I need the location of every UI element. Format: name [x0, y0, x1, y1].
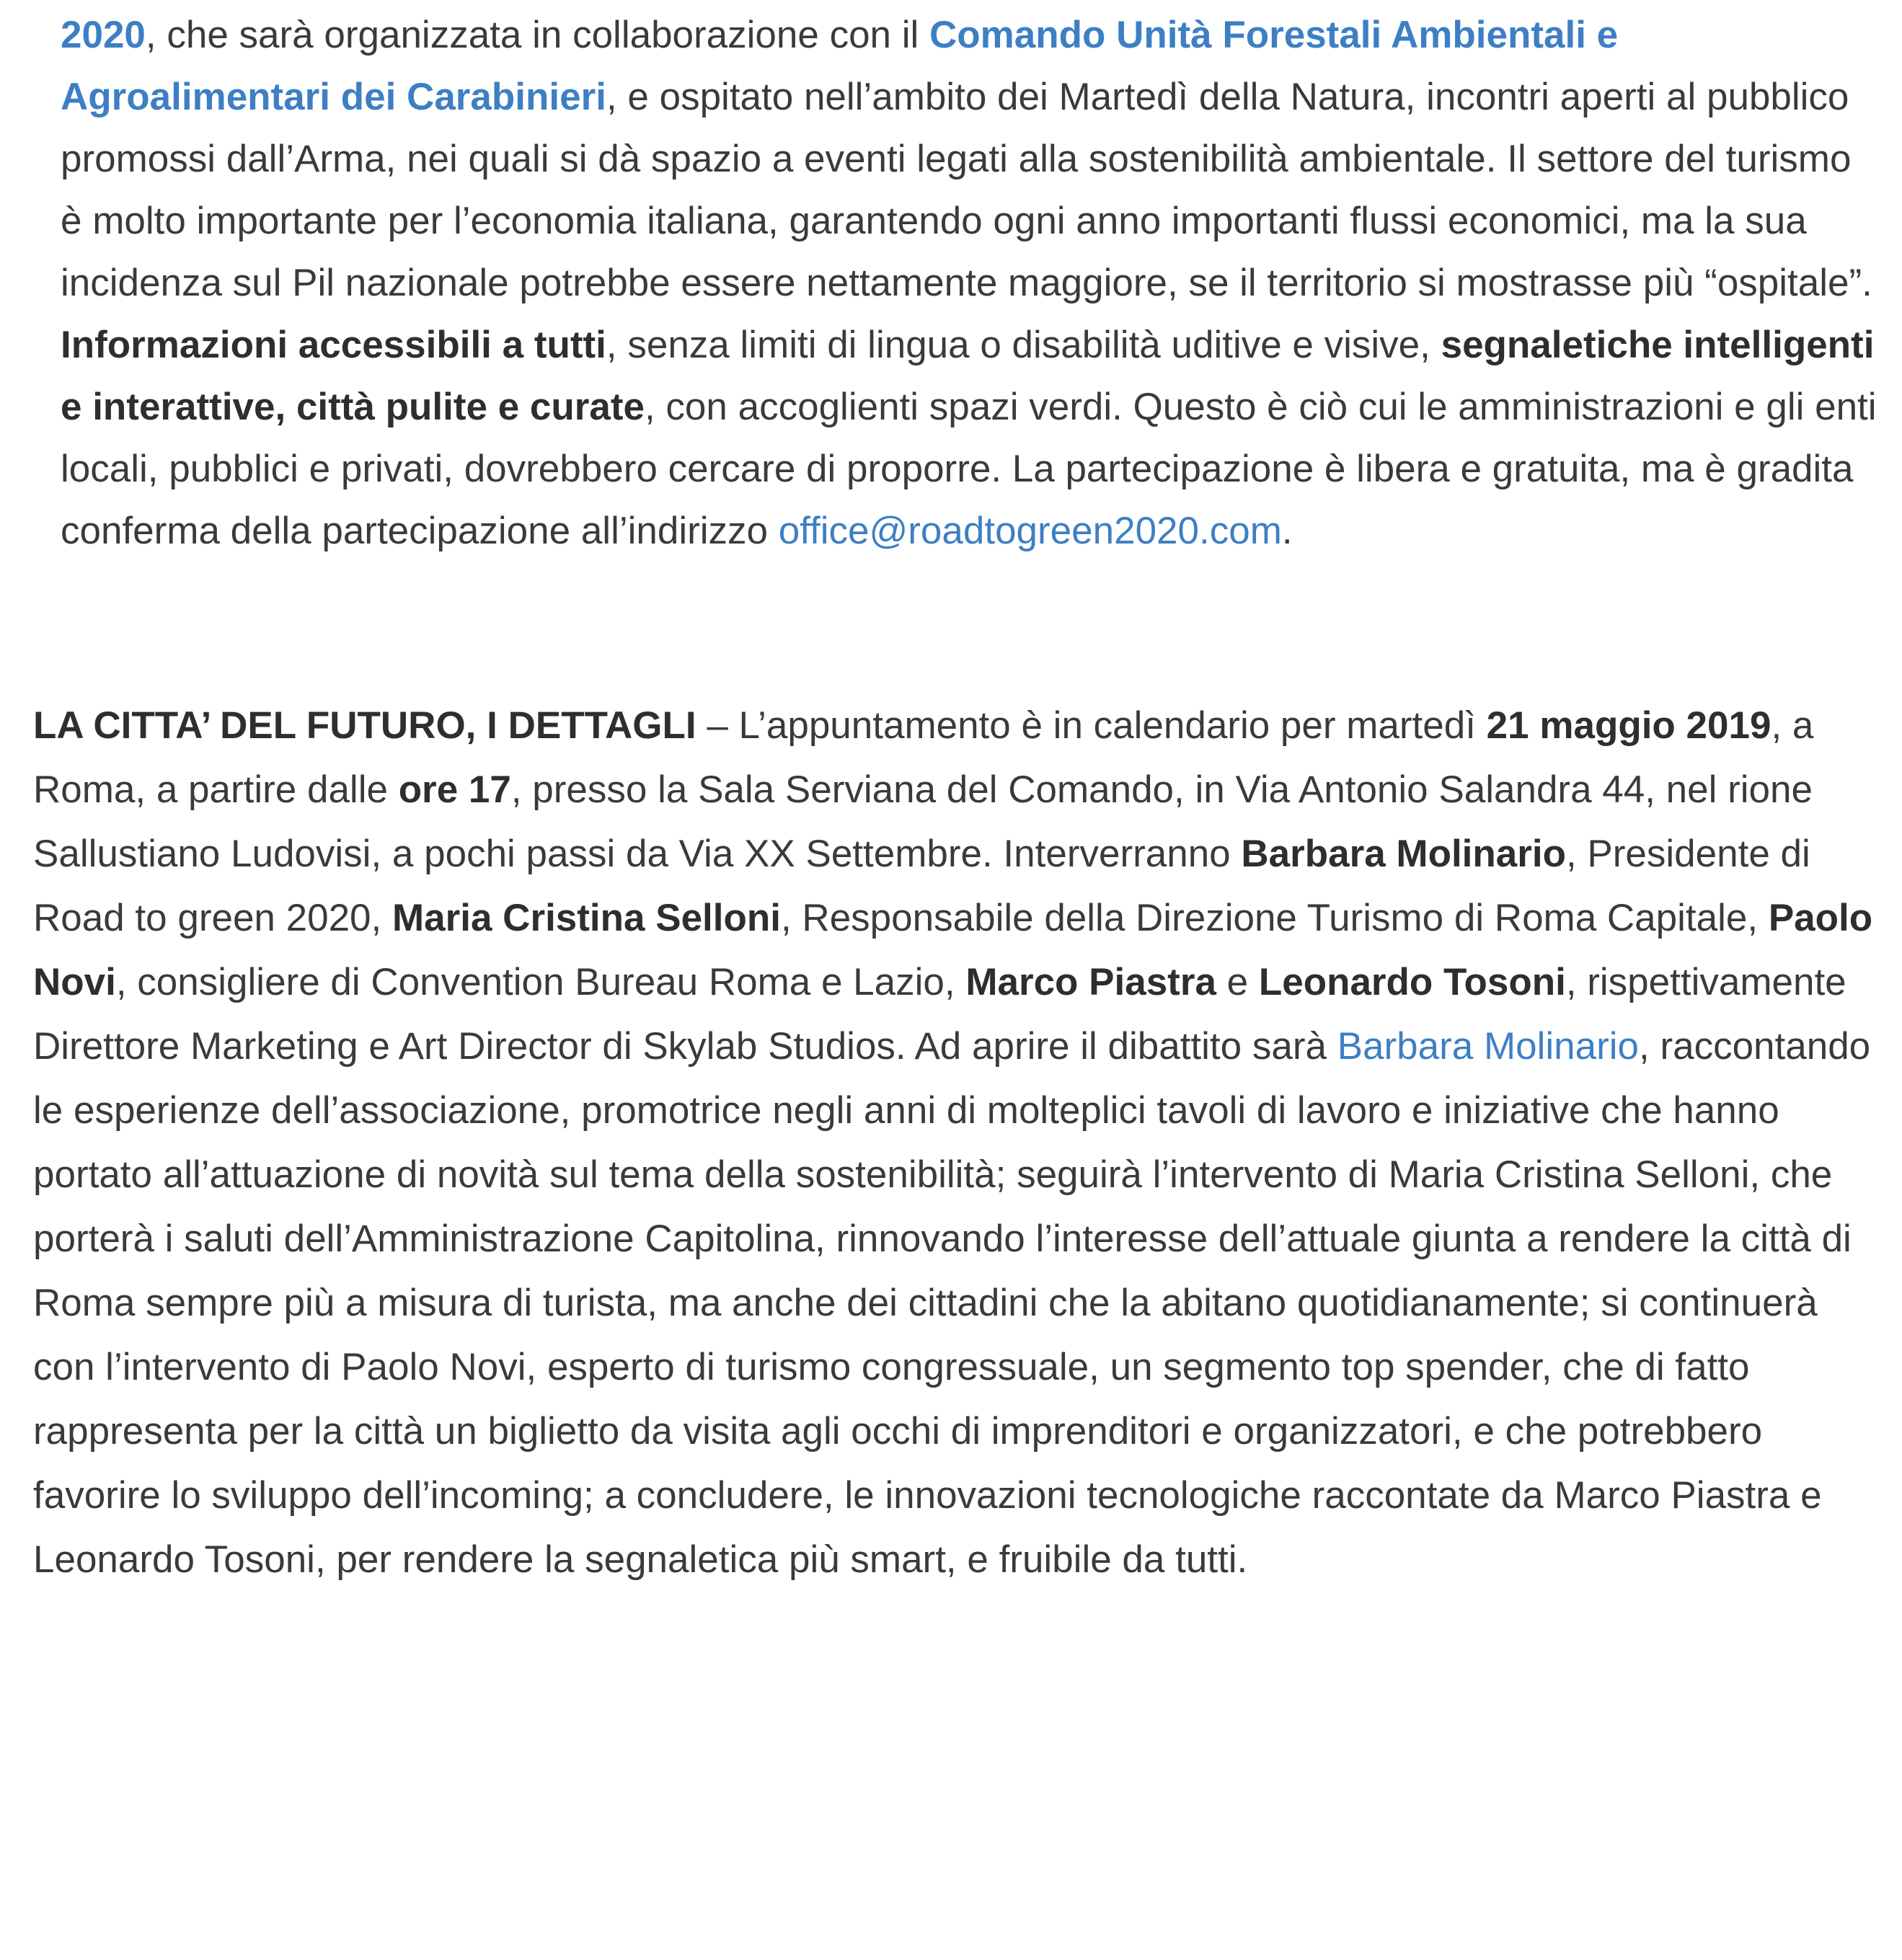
paragraph-text: , che sarà organizzata in collaborazione con il: [145, 14, 930, 56]
speaker-name: Paolo Novi: [33, 897, 1873, 1003]
paragraph-text: , senza limiti di lingua o disabilità uditive e visive,: [606, 324, 1441, 366]
paragraph-text: , Presidente di Road to green 2020,: [33, 833, 1810, 939]
paragraph-text: , consigliere di Convention Bureau Roma e Lazio,: [115, 961, 966, 1003]
paragraph-text: .: [1281, 510, 1293, 552]
paragraph-text: , con accoglienti spazi verdi. Questo è ciò cui le amministrazioni e gli enti locali, pubblici e privati, dovrebbero cercare di proporre. La partecipazione è libera e gratuita, ma è gradita conferma della partecipazione all’indirizzo: [61, 386, 1877, 552]
paragraph-text: e: [1216, 961, 1259, 1003]
speaker-name: Barbara Molinario: [1241, 833, 1566, 875]
paragraph-text: , rispettivamente Direttore Marketing e Art Director di Skylab Studios. Ad aprire il dibattito sarà: [33, 961, 1846, 1068]
paragraph-text: , Responsabile della Direzione Turismo di Roma Capitale,: [780, 897, 1769, 939]
article-paragraph-details: [33, 693, 1886, 1592]
bold-text-smart-signage: segnaletiche intelligenti e interattive, città pulite e curate: [61, 324, 1875, 428]
paragraph-text: , a Roma, a partire dalle: [33, 704, 1814, 811]
speaker-name: Maria Cristina Selloni: [392, 897, 781, 939]
event-time: ore 17: [398, 768, 511, 811]
link-road-to-green-2020[interactable]: 2020: [61, 14, 146, 56]
bold-text-info-accessible: Informazioni accessibili a tutti: [61, 324, 606, 366]
paragraph-text: – L’appuntamento è in calendario per martedì: [696, 704, 1487, 747]
event-date: 21 maggio 2019: [1486, 704, 1771, 747]
email-link[interactable]: office@roadtogreen2020.com: [778, 510, 1282, 552]
paragraph-text: , e ospitato nell’ambito dei Martedì della Natura, incontri aperti al pubblico promossi dall’Arma, nei quali si dà spazio a eventi legati alla sostenibilità ambientale. Il settore del turismo è molto importante per l’economia italiana, garantendo ogni anno importanti flussi economici, ma la sua incidenza sul Pil nazionale potrebbe essere nettamente maggiore, se il territorio si mostrasse più “ospitale”.: [61, 76, 1872, 304]
paragraph-text: , raccontando le esperienze dell’associazione, promotrice negli anni di molteplici tavoli di lavoro e iniziative che hanno portato all’attuazione di novità sul tema della sostenibilità; seguirà l’intervento di Maria Cristina Selloni, che porterà i saluti dell’Amministrazione Capitolina, rinnovando l’interesse dell’attuale giunta a rendere la città di Roma sempre più a misura di turista, ma anche dei cittadini che la abitano quotidianamente; si continuerà con l’intervento di Paolo Novi, esperto di turismo congressuale, un segmento top spender, che di fatto rappresenta per la città un biglietto da visita agli occhi di imprenditori e organizzatori, e che potrebbero favorire lo sviluppo dell’incoming; a concludere, le innovazioni tecnologiche raccontate da Marco Piastra e Leonardo Tosoni, per rendere la segnaletica più smart, e fruibile da tutti.: [33, 1025, 1871, 1581]
speaker-name: Leonardo Tosoni: [1258, 961, 1566, 1003]
link-barbara-molinario[interactable]: Barbara Molinario: [1337, 1025, 1639, 1068]
section-heading: LA CITTA’ DEL FUTURO, I DETTAGLI: [33, 704, 696, 747]
article-paragraph-event-intro: [61, 4, 1877, 562]
speaker-name: Marco Piastra: [965, 961, 1216, 1003]
paragraph-text: , presso la Sala Serviana del Comando, in Via Antonio Salandra 44, nel rione Sallustiano Ludovisi, a pochi passi da Via XX Settembre. Interverranno: [33, 768, 1813, 875]
link-comando-carabinieri[interactable]: Comando Unità Forestali Ambientali e Agroalimentari dei Carabinieri: [61, 14, 1619, 118]
